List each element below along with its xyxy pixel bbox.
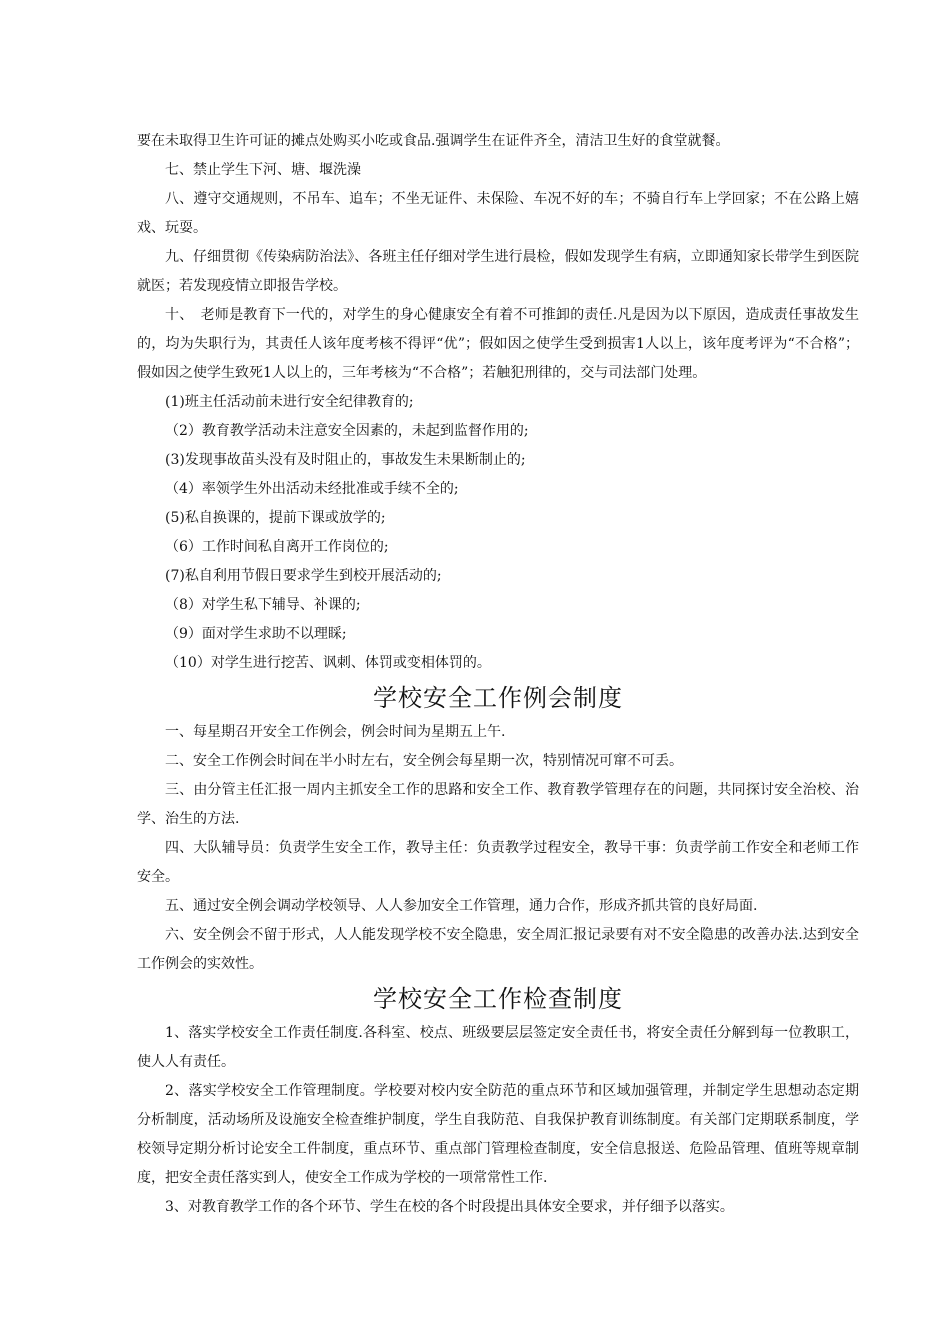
list-item: (1)班主任活动前未进行安全纪律教育的; — [165, 394, 414, 410]
section2-paragraph: 2、落实学校安全工作管理制度。学校要对校内安全防范的重点环节和区域加强管理，并制定学生思想动态定期分析制度，活动场所及设施安全检查维护制度，学生自我防范、自我保护教育训练制度。有关部门定期联系制度，学校领导定期分析讨论安全工件制度，重点环节、重点部门管理检查制度，安全信息报送、危险品管理、值班等规章制度，把安全责任落实到人，使安全工作成为学校的一项常常性工作. — [137, 1083, 859, 1186]
list-item: (7)私自利用节假日要求学生到校开展活动的; — [165, 568, 442, 584]
paragraph-continued: 要在未取得卫生许可证的摊点处购买小吃或食品.强调学生在证件齐全，清洁卫生好的食堂就餐。 — [137, 133, 730, 149]
list-item: （6）工作时间私自离开工作岗位的; — [165, 539, 389, 555]
list-item: （8）对学生私下辅导、补课的; — [165, 597, 361, 613]
section1-paragraph: 三、由分管主任汇报一周内主抓安全工作的思路和安全工作、教育教学管理存在的问题，共同探讨安全治校、治学、治生的方法. — [137, 782, 859, 827]
paragraph-rule-7: 七、禁止学生下河、塘、堰洗澡 — [165, 162, 361, 178]
section1-paragraph: 二、安全工作例会时间在半小时左右，安全例会每星期一次，特别情况可窜不可丢。 — [165, 753, 683, 769]
paragraph-rule-8: 八、遵守交通规则，不吊车、追车；不坐无证件、未保险、车况不好的车；不骑自行车上学回家；不在公路上嬉戏、玩耍。 — [137, 191, 859, 236]
section1-paragraph: 六、安全例会不留于形式，人人能发现学校不安全隐患，安全周汇报记录要有对不安全隐患的改善办法.达到安全工作例会的实效性。 — [137, 927, 859, 972]
section-title-inspection: 学校安全工作检查制度 — [373, 985, 623, 1013]
section2-paragraph: 1、落实学校安全工作责任制度.各科室、校点、班级要层层签定安全责任书，将安全责任分解到每一位教职工，使人人有责任。 — [137, 1025, 859, 1070]
paragraph-rule-9: 九、仔细贯彻《传染病防治法》、各班主任仔细对学生进行晨检，假如发现学生有病，立即通知家长带学生到医院就医；若发现疫情立即报告学校。 — [137, 249, 859, 294]
section1-paragraph: 一、每星期召开安全工作例会，例会时间为星期五上午. — [165, 724, 506, 740]
section1-paragraph: 四、大队辅导员：负责学生安全工作，教导主任：负责教学过程安全，教导干事：负责学前工作安全和老师工作安全。 — [137, 840, 859, 885]
list-item: （2）教育教学活动未注意安全因素的，未起到监督作用的; — [165, 423, 529, 439]
list-item: （10）对学生进行挖苦、讽刺、体罚或变相体罚的。 — [165, 655, 491, 671]
paragraph-rule-10: 十、 老师是教育下一代的，对学生的身心健康安全有着不可推卸的责任.凡是因为以下原因，造成责任事故发生的，均为失职行为，其责任人该年度考核不得评“优”；假如因之使学生受到损害1人以上，该年度考评为“不合格”；假如因之使学生致死1人以上的，三年考核为“不合格”；若触犯刑律的，交与司法部门处理。 — [137, 307, 859, 381]
section1-paragraph: 五、通过安全例会调动学校领导、人人参加安全工作管理，通力合作，形成齐抓共管的良好局面. — [165, 898, 758, 914]
list-item: (3)发现事故苗头没有及时阻止的，事故发生未果断制止的; — [165, 452, 526, 468]
list-item: （4）率领学生外出活动未经批准或手续不全的; — [165, 481, 459, 497]
list-item: （9）面对学生求助不以理睬; — [165, 626, 347, 642]
list-item: (5)私自换课的，提前下课或放学的; — [165, 510, 386, 526]
section-title-meeting: 学校安全工作例会制度 — [373, 684, 623, 712]
document-body — [137, 127, 859, 1222]
section2-paragraph: 3、对教育教学工作的各个环节、学生在校的各个时段提出具体安全要求，并仔细予以落实。 — [165, 1199, 734, 1215]
